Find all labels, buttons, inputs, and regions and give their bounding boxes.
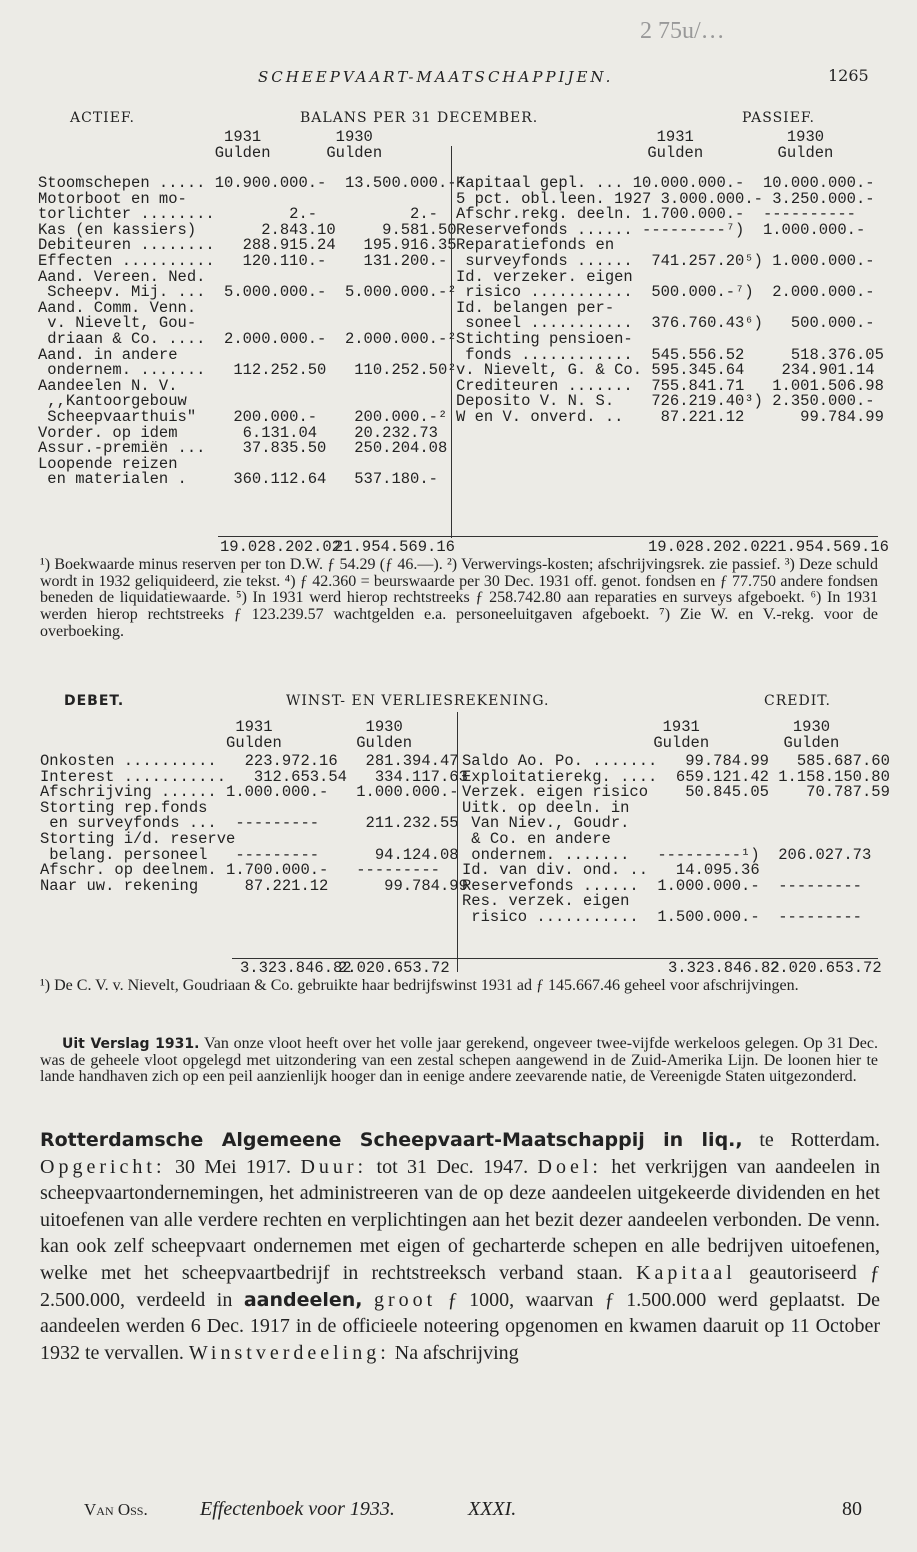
balance-left-label: ACTIEF. [70, 110, 135, 126]
credit-row: Verzek. eigen risico 50.845.05 70.787.59 [462, 783, 890, 802]
asset-row: Effecten .......... 120.110.- 131.200.- [38, 251, 448, 270]
asset-row: Vorder. op idem 6.131.04 20.232.73 [38, 423, 438, 442]
report-label: Uit Verslag 1931. [62, 1036, 200, 1052]
asset-row: Aand. Comm. Venn. [38, 298, 197, 317]
company-name: Rotterdamsche Algemeene Scheepvaart-Maatschappij in liq., [40, 1129, 743, 1151]
liability-row: v. Nievelt, G. & Co. 595.345.64 234.901.14 [456, 361, 875, 380]
asset-row: Assur.-premiën ... 37.835.50 250.204.08 [38, 439, 448, 458]
pnl-left-header [40, 720, 412, 751]
asset-row: torlichter ........ 2.- 2.- [38, 205, 438, 224]
liability-row: risico ........... 500.000.-⁷) 2.000.000.- [456, 283, 875, 302]
asset-row: Debiteuren ........ 288.915.24 195.916.35 [38, 236, 457, 255]
page-number: 1265 [828, 66, 869, 85]
balance-total-rule [218, 536, 878, 537]
debit-row: Storting rep.fonds [40, 798, 208, 817]
pnl-total-debit-1930: 2.020.653.72 [338, 959, 450, 977]
debit-row: belang. personeel --------- 94.124.08 [40, 845, 459, 864]
pnl-divider [457, 712, 458, 972]
asset-row: Aand. Vereen. Ned. [38, 267, 206, 286]
credit-row: Id. van div. ond. .. 14.095.36 [462, 861, 760, 880]
balance-left-header [38, 130, 382, 161]
debit-row: en surveyfonds ... --------- 211.232.55 [40, 814, 459, 833]
pnl-right-label: CREDIT. [764, 693, 831, 709]
asset-row: v. Nievelt, Gou- [38, 314, 197, 333]
credit-row: Van Niev., Goudr. [462, 814, 630, 833]
asset-row: Aandeelen N. V. [38, 376, 178, 395]
balance-total-liabilities-1930: 21.954.569.16 [768, 538, 889, 556]
pnl-debit-list [40, 754, 468, 894]
header-years: 1931 1930 [38, 128, 373, 146]
pnl-total-debit-1931: 3.323.846.82 [240, 959, 352, 977]
debit-row: Storting i/d. reserve [40, 829, 236, 848]
header-currency: Gulden Gulden [458, 733, 840, 752]
label-duur: Duur: [300, 1155, 368, 1178]
footer-book-title: Effectenboek voor 1933. [200, 1498, 395, 1520]
annual-report-excerpt [40, 1036, 878, 1086]
label-aandeelen: aandeelen, [243, 1288, 363, 1311]
asset-row: Stoomschepen ..... 10.900.000.- 13.500.000.-¹ [38, 174, 466, 192]
asset-row: driaan & Co. .... 2.000.000.- 2.000.000.-² [38, 329, 457, 348]
debit-row: Afschrijving ...... 1.000.000.- 1.000.000.- [40, 783, 459, 802]
founding-date: 30 Mei 1917. [174, 1155, 292, 1178]
header-years: 1931 1930 [458, 718, 831, 736]
debit-row: Onkosten .......... 223.972.16 281.394.47 [40, 752, 459, 770]
debit-row: Naar uw. rekening 87.221.12 99.784.99 [40, 876, 468, 895]
liability-row: Afschr.rekg. deeln. 1.700.000.- ---------- [456, 205, 856, 224]
archive-stamp: 2 75u/… [640, 18, 725, 44]
label-winstverdeeling: Winstverdeeling: [188, 1341, 390, 1364]
asset-row: Kas (en kassiers) 2.843.10 9.581.50 [38, 220, 457, 239]
pnl-right-header [458, 720, 839, 751]
liability-row: 5 pct. obl.leen. 1927 3.000.000.- 3.250.000.- [456, 189, 875, 208]
liability-row: Id. belangen per- [456, 298, 615, 317]
liability-row: surveyfonds ...... 741.257.20⁵) 1.000.000.- [456, 251, 875, 270]
asset-row: Scheepv. Mij. ... 5.000.000.- 5.000.000.-² [38, 283, 457, 302]
report-text: Van onze vloot heeft over het volle jaar gerekend, ongeveer twee-vijfde werkeloos gelegen. Op 31 Dec. was de geheele vloot opgelegd met uitzondering van een zestal schepen aangewend in de Zuid-Amerika Lijn. De loonen hier te lande handhaven zich op een peil aanzienlijk hooger dan in eenige andere zeevarende natie, de Vereenigde Staten uitgezonderd. [40, 1035, 878, 1086]
liability-row: Stichting pensioen- [456, 329, 633, 348]
liability-row: Id. verzeker. eigen [456, 267, 633, 286]
asset-row: ,,Kantoorgebouw [38, 392, 187, 411]
balance-total-liabilities-1931: 19.028.202.02 [648, 538, 769, 556]
balance-liabilities-list [456, 176, 884, 426]
header-currency: Gulden Gulden [452, 143, 834, 162]
liability-row: Kapitaal gepl. ... 10.000.000.- 10.000.000.- [456, 174, 875, 192]
credit-row: ondernem. ....... ---------¹) 206.027.73 [462, 845, 872, 864]
footer-volume: XXXI. [468, 1498, 517, 1520]
pnl-title: WINST- EN VERLIESREKENING. [286, 693, 550, 709]
liability-row: Reparatiefonds en [456, 236, 615, 255]
liability-row: W en V. onverd. .. 87.221.12 99.784.99 [456, 407, 884, 426]
asset-row: Loopende reizen [38, 454, 178, 473]
balance-right-label: PASSIEF. [742, 110, 815, 126]
asset-row: ondernem. ....... 112.252.50 110.252.50² [38, 361, 457, 380]
label-groot: groot [373, 1288, 437, 1311]
credit-row: Res. verzek. eigen [462, 892, 630, 911]
pnl-footnote: ¹) De C. V. v. Nievelt, Goudriaan & Co. gebruikte haar bedrijfswinst 1931 ad ƒ 145.667.46 geheel voor afschrijvingen. [40, 977, 799, 994]
credit-row: & Co. en andere [462, 829, 611, 848]
credit-row: Exploitatierekg. .... 659.121.42 1.158.150.80 [462, 767, 890, 786]
liability-row: Crediteuren ....... 755.841.71 1.001.506.98 [456, 376, 884, 395]
shares-text: ƒ 1000, waarvan ƒ 1.500.000 werd geplaatst. De aandeelen werden 6 Dec. 1917 in de officieele noteering opgenomen en kwamen daaruit op 11 October 1932 te vervallen. [40, 1288, 881, 1364]
credit-row: Saldo Ao. Po. ....... 99.784.99 585.687.60 [462, 752, 890, 770]
footer-publisher: Van Oss. [84, 1500, 148, 1519]
debit-row: Afschr. op deelnem. 1.700.000.- --------- [40, 861, 440, 880]
balance-total-assets-1931: 19.028.202.02 [220, 538, 341, 556]
asset-row: Aand. in andere [38, 345, 178, 364]
footer-sheet-number: 80 [842, 1498, 862, 1520]
credit-row: risico ........... 1.500.000.- --------- [462, 907, 862, 926]
running-title: SCHEEPVAART-MAATSCHAPPIJEN. [258, 68, 614, 86]
company-location: te Rotterdam. [759, 1129, 880, 1151]
header-currency: Gulden Gulden [40, 733, 413, 752]
balance-total-assets-1930: 21.954.569.16 [334, 538, 455, 556]
credit-row: Uitk. op deeln. in [462, 798, 630, 817]
liability-row: fonds ............ 545.556.52 518.376.05 [456, 345, 884, 364]
purpose-text: het verkrijgen van aandeelen in scheepvaartondernemingen, het administreeren van de op deze aandeelen uitgekeerde dividenden en het uitoefenen van alle verdere rechten en verplichtingen aan het bezit dezer aandeelen verbonden. De venn. kan ook zelf scheepvaart ondernemen met eigen of gecharterde schepen en alle bedrijven uitoefenen, welke met het scheepvaartbedrijf in rechtstreeksch verband staan. [40, 1155, 881, 1284]
credit-row: Reservefonds ...... 1.000.000.- --------- [462, 876, 862, 895]
header-years: 1931 1930 [40, 718, 403, 736]
asset-row: Scheepvaarthuis" 200.000.- 200.000.-² [38, 407, 448, 426]
company-entry [40, 1127, 880, 1366]
duration: tot 31 Dec. 1947. [376, 1155, 529, 1178]
label-doel: Doel: [537, 1155, 602, 1178]
balance-assets-list [38, 176, 466, 488]
liability-row: Reservefonds ...... ---------⁷) 1.000.000.- [456, 220, 866, 239]
header-years: 1931 1930 [452, 128, 825, 146]
liability-row: soneel ........... 376.760.43⁶) 500.000.- [456, 314, 875, 333]
asset-row: Motorboot en mo- [38, 189, 187, 208]
capital-text: geautoriseerd ƒ 2.500.000, verdeeld in [40, 1261, 880, 1311]
profit-distribution-text: Na afschrijving [394, 1341, 519, 1364]
label-opgericht: Opgericht: [40, 1155, 166, 1178]
liability-row: Deposito V. N. S. 726.219.40³) 2.350.000.- [456, 392, 875, 411]
balance-divider [451, 146, 452, 538]
asset-row: en materialen . 360.112.64 537.180.- [38, 470, 438, 489]
pnl-credit-list [462, 754, 890, 926]
pnl-total-credit-1931: 3.323.846.82 [668, 959, 780, 977]
debit-row: Interest ........... 312.653.54 334.117.63 [40, 767, 468, 786]
pnl-total-credit-1930: 2.020.653.72 [770, 959, 882, 977]
balance-right-header [452, 130, 833, 161]
header-currency: Gulden Gulden [38, 143, 383, 162]
label-kapitaal: Kapitaal [636, 1261, 736, 1284]
pnl-left-label: DEBET. [64, 693, 125, 709]
balance-title: BALANS PER 31 DECEMBER. [300, 110, 539, 126]
balance-footnotes: ¹) Boekwaarde minus reserven per ton D.W. ƒ 54.29 (ƒ 46.—). ²) Verwervings-kosten; afschrijvingsrek. zie passief. ³) Deze schuld wordt in 1932 geliquideerd, zie tekst. ⁴) ƒ 42.360 = beurswaarde per 30 Dec. 1931 off. genot. fondsen en ƒ 77.750 andere fondsen beneden de liquidatiewaarde. ⁵) In 1931 werd hierop rechtstreeks ƒ 258.742.80 aan reparaties en surveys afgeboekt. ⁶) In 1931 werden hierop rechtstreeks ƒ 123.239.57 wachtgelden e.a. personeeluitgaven afgeboekt. ⁷) Zie W. en V.-rekg. voor de overboeking. [40, 556, 878, 640]
